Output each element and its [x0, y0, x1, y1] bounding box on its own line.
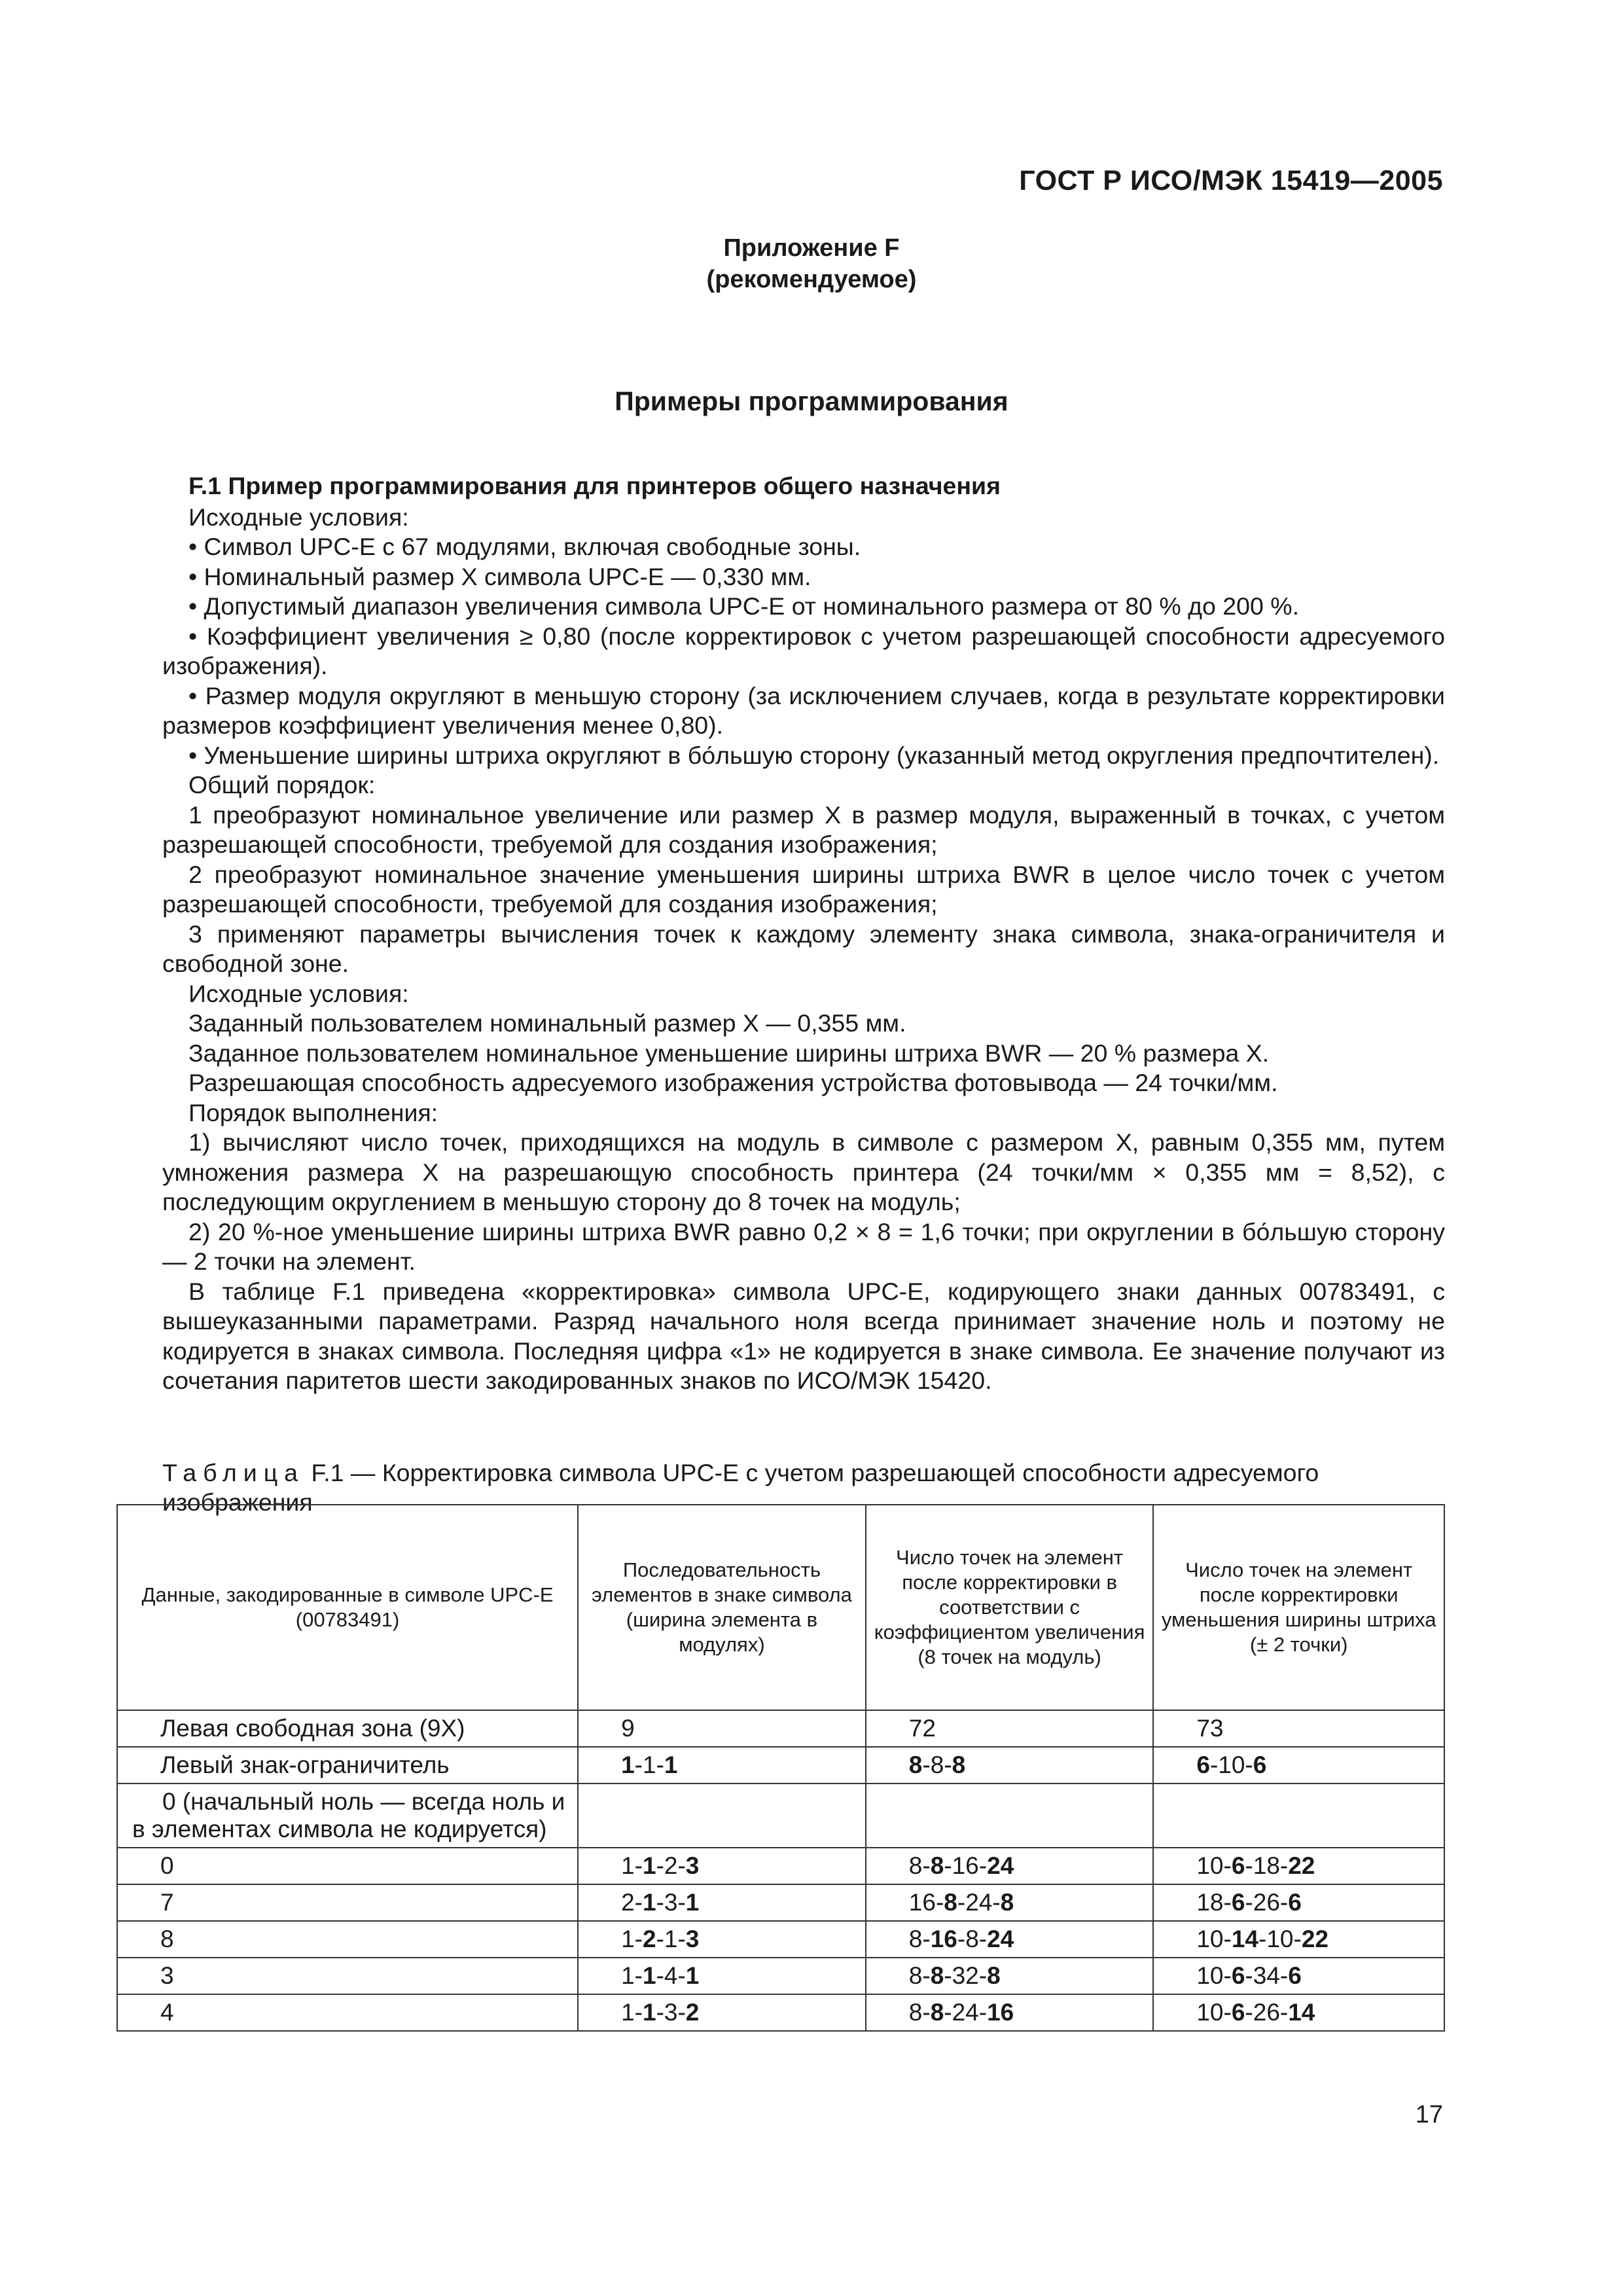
paragraph: Разрешающая способность адресуемого изображения устройства фотовывода — 24 точки/мм.	[188, 1069, 1278, 1096]
table-row	[117, 1848, 1444, 1884]
page-number: 17	[1415, 2101, 1443, 2128]
table-cell: 1-1-2-3	[578, 1848, 866, 1884]
row-label: 0 (начальный ноль — всегда ноль и в элементах символа не кодируется)	[117, 1784, 578, 1848]
numbered-item: 1) вычисляют число точек, приходящихся на модуль в символе с размером X, равным 0,355 мм, путем умножения размера X на разрешающую способность принтера (24 точки/мм × 0,355 мм = 8,52), с последующим округлением в меньшую сторону до 8 точек на модуль;	[162, 1128, 1445, 1215]
table-cell: 1-2-1-3	[578, 1921, 866, 1958]
table-cell	[866, 1784, 1154, 1848]
numbered-item: 2) 20 %-ное уменьшение ширины штриха BWR равно 0,2 × 8 = 1,6 точки; при округлении в бо́льшую сторону — 2 точки на элемент.	[162, 1217, 1445, 1275]
table-cell: 9	[578, 1710, 866, 1747]
row-label: Левая свободная зона (9X)	[117, 1710, 578, 1747]
table-row	[117, 1784, 1444, 1848]
document-code-header: ГОСТ Р ИСО/МЭК 15419—2005	[1019, 165, 1443, 196]
bullet-item: • Номинальный размер X символа UPC-E — 0,330 мм.	[188, 562, 812, 590]
row-label: 8	[117, 1921, 578, 1958]
table-header-row	[117, 1505, 1444, 1710]
row-label: 4	[117, 1994, 578, 2031]
section-heading: F.1 Пример программирования для принтеров общего назначения	[188, 472, 1001, 499]
paragraph: Заданный пользователем номинальный размер X — 0,355 мм.	[188, 1009, 906, 1037]
table-caption-text: F.1 — Корректировка символа UPC-E с учетом разрешающей способности адресуемого изображения	[162, 1459, 1319, 1516]
table-cell: 1-1-4-1	[578, 1958, 866, 1994]
table-cell: 6-10-6	[1153, 1747, 1444, 1784]
column-header: Последовательность элементов в знаке символа (ширина элемента в модулях)	[578, 1505, 866, 1710]
body-text	[162, 471, 1445, 1396]
row-label: 3	[117, 1958, 578, 1994]
table-cell: 8-16-8-24	[866, 1921, 1154, 1958]
bullet-item: • Уменьшение ширины штриха округляют в бо́льшую сторону (указанный метод округления предпочтителен).	[188, 741, 1440, 769]
table-cell: 8-8-16-24	[866, 1848, 1154, 1884]
paragraph: В таблице F.1 приведена «корректировка» символа UPC-E, кодирующего знаки данных 00783491, с вышеуказанными параметрами. Разряд начального ноля всегда принимает значение ноль и поэтому не кодируется в знаках символа. Последняя цифра «1» не кодируется в знаке символа. Ее значение получают из сочетания паритетов шести закодированных знаков по ИСО/МЭК 15420.	[162, 1277, 1445, 1394]
appendix-heading	[0, 232, 1623, 295]
appendix-title: Приложение F	[723, 234, 900, 262]
table-cell: 10-6-26-14	[1153, 1994, 1444, 2031]
bullet-item: • Символ UPC-E с 67 модулями, включая свободные зоны.	[188, 533, 861, 560]
table-cell	[1153, 1784, 1444, 1848]
row-label: 7	[117, 1884, 578, 1921]
column-header: Число точек на элемент после корректировки в соответствии с коэффициентом увеличения (8 точек на модуль)	[866, 1505, 1154, 1710]
table-cell	[578, 1784, 866, 1848]
column-header: Число точек на элемент после корректировки уменьшения ширины штриха (± 2 точки)	[1153, 1505, 1444, 1710]
bullet-item: • Допустимый диапазон увеличения символа UPC-E от номинального размера от 80 % до 200 %.	[188, 592, 1300, 620]
table-cell: 10-14-10-22	[1153, 1921, 1444, 1958]
paragraph: Исходные условия:	[188, 503, 409, 531]
paragraph: Заданное пользователем номинальное уменьшение ширины штриха BWR — 20 % размера X.	[188, 1039, 1270, 1067]
table-body	[117, 1710, 1444, 2031]
table-row	[117, 1710, 1444, 1747]
table-cell: 10-6-18-22	[1153, 1848, 1444, 1884]
table-cell: 8-8-32-8	[866, 1958, 1154, 1994]
appendix-subtitle: (рекомендуемое)	[706, 266, 917, 293]
bullet-item: • Размер модуля округляют в меньшую сторону (за исключением случаев, когда в результате корректировки размеров коэффициент увеличения менее 0,80).	[162, 681, 1445, 739]
table-cell: 8-8-24-16	[866, 1994, 1154, 2031]
table-row	[117, 1747, 1444, 1784]
paragraph: Порядок выполнения:	[188, 1098, 438, 1126]
table-cell: 1-1-1	[578, 1747, 866, 1784]
page-title: Примеры программирования	[615, 386, 1008, 416]
table-row	[117, 1921, 1444, 1958]
numbered-item: 3 применяют параметры вычисления точек к каждому элементу знака символа, знака-ограничителя и свободной зоне.	[162, 920, 1445, 977]
paragraph: Исходные условия:	[188, 979, 409, 1007]
numbered-item: 2 преобразуют номинальное значение уменьшения ширины штриха BWR в целое число точек с учетом разрешающей способности, требуемой для создания изображения;	[162, 860, 1445, 918]
paragraph: Общий порядок:	[188, 771, 376, 798]
data-table	[116, 1504, 1445, 2032]
table-cell: 72	[866, 1710, 1154, 1747]
row-label: Левый знак-ограничитель	[117, 1747, 578, 1784]
table-cell: 10-6-34-6	[1153, 1958, 1444, 1994]
numbered-item: 1 преобразуют номинальное увеличение или размер X в размер модуля, выраженный в точках, с учетом разрешающей способности, требуемой для создания изображения;	[162, 800, 1445, 858]
column-header: Данные, закодированные в символе UPC-E (00783491)	[117, 1505, 578, 1710]
table-cell: 8-8-8	[866, 1747, 1154, 1784]
table-caption-label: Таблица	[162, 1459, 305, 1486]
table-cell: 2-1-3-1	[578, 1884, 866, 1921]
bullet-item: • Коэффициент увеличения ≥ 0,80 (после корректировок с учетом разрешающей способности адресуемого изображения).	[162, 622, 1445, 679]
row-label: 0	[117, 1848, 578, 1884]
table-cell: 73	[1153, 1710, 1444, 1747]
table-row	[117, 1994, 1444, 2031]
table-cell: 18-6-26-6	[1153, 1884, 1444, 1921]
table-cell: 16-8-24-8	[866, 1884, 1154, 1921]
table-row	[117, 1884, 1444, 1921]
table-row	[117, 1958, 1444, 1994]
table-cell: 1-1-3-2	[578, 1994, 866, 2031]
